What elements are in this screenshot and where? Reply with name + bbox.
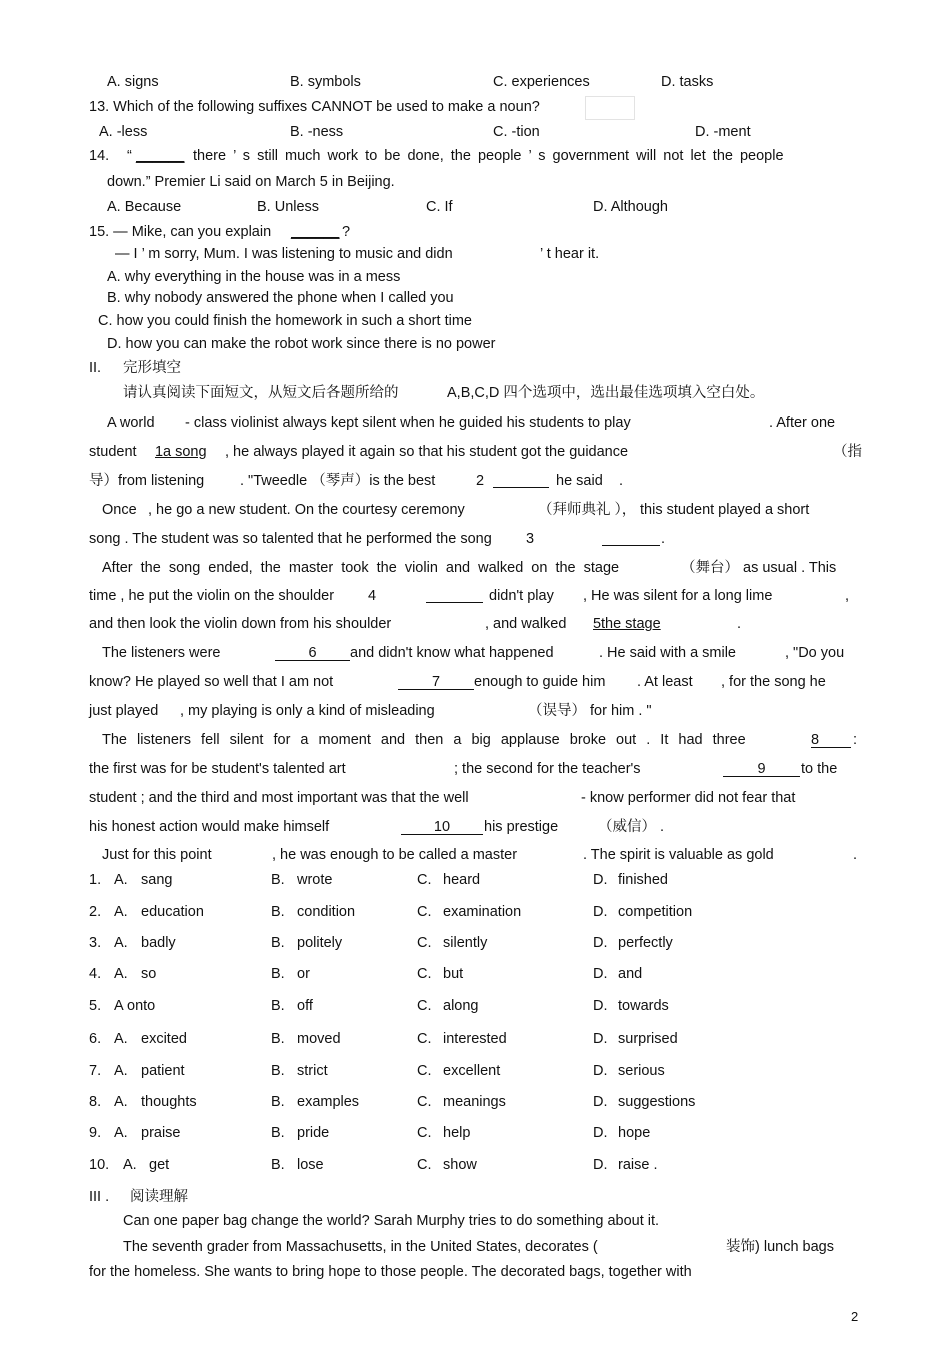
option-b-text: moved bbox=[297, 1031, 341, 1047]
cloze-option-row bbox=[89, 997, 869, 1017]
cloze-option-row bbox=[89, 1156, 869, 1176]
q14-option-a: A. Because bbox=[107, 199, 182, 215]
option-number: 10. bbox=[89, 1157, 110, 1173]
q15-stem-end: ? bbox=[342, 224, 351, 240]
passage-text: know? He played so well that I am not bbox=[89, 674, 334, 690]
cloze-option-row bbox=[89, 871, 869, 891]
option-a-letter: A. bbox=[114, 935, 128, 951]
option-d-letter: D. bbox=[593, 935, 608, 951]
option-a-letter: A. bbox=[114, 1031, 128, 1047]
option-d-text: and bbox=[618, 966, 643, 982]
q15-stem-start: 15. — Mike, can you explain bbox=[89, 224, 272, 240]
option-c-letter: C. bbox=[417, 1157, 432, 1173]
option-b-letter: B. bbox=[271, 1063, 285, 1079]
option-number: 6. bbox=[89, 1031, 102, 1047]
option-d-letter: D. bbox=[593, 1063, 608, 1079]
passage-text: . bbox=[737, 616, 742, 632]
section2-number: II. bbox=[89, 360, 102, 376]
passage-text: （舞台） as usual . This bbox=[681, 560, 837, 576]
blank-2-line bbox=[493, 472, 549, 488]
option-a-letter: A. bbox=[123, 1157, 137, 1173]
option-a-letter: A. bbox=[114, 966, 128, 982]
passage-text: his honest action would make himself bbox=[89, 819, 330, 835]
section2-title: 完形填空 bbox=[123, 360, 181, 376]
option-d-text: raise . bbox=[618, 1157, 658, 1173]
passage-text: song . The student was so talented that he performed the song bbox=[89, 531, 492, 547]
q15-blank: ______ bbox=[291, 224, 340, 240]
option-b-text: politely bbox=[297, 935, 343, 951]
option-b-text: off bbox=[297, 998, 313, 1014]
option-c-text: meanings bbox=[443, 1094, 506, 1110]
option-d-text: competition bbox=[618, 904, 693, 920]
passage-text: , "Do you bbox=[785, 645, 845, 661]
passage-text: student bbox=[89, 444, 137, 460]
option-d-text: serious bbox=[618, 1063, 665, 1079]
passage-text: . After one bbox=[769, 415, 836, 431]
option-c-text: show bbox=[443, 1157, 477, 1173]
passage-text: . "Tweedle （琴声）is the best bbox=[240, 473, 436, 489]
passage-text: , he always played it again so that his student got the guidance bbox=[225, 444, 629, 460]
option-a-text: education bbox=[141, 904, 204, 920]
option-d-letter: D. bbox=[593, 1125, 608, 1141]
blank-6: 6 bbox=[275, 644, 350, 661]
q14-blank: ______ bbox=[136, 148, 185, 164]
option-c-letter: C. bbox=[417, 1031, 432, 1047]
option-d-letter: D. bbox=[593, 872, 608, 888]
passage-text: a song bbox=[163, 444, 207, 460]
passage-text: , bbox=[845, 588, 850, 604]
blank-4-line bbox=[426, 587, 483, 603]
passage-text: : bbox=[853, 732, 858, 748]
section3-title: 阅读理解 bbox=[130, 1189, 188, 1205]
passage-text: the stage bbox=[601, 616, 661, 632]
option-number: 3. bbox=[89, 935, 102, 951]
passage-text: Once bbox=[102, 502, 137, 518]
page-number: 2 bbox=[851, 1309, 859, 1324]
option-c-text: excellent bbox=[443, 1063, 501, 1079]
option-number: 7. bbox=[89, 1063, 102, 1079]
passage-text: this student played a short bbox=[640, 502, 810, 518]
passage-text: enough to guide him bbox=[474, 674, 606, 690]
option-d-text: hope bbox=[618, 1125, 651, 1141]
passage-text: time , he put the violin on the shoulder bbox=[89, 588, 335, 604]
option-b-letter: B. bbox=[271, 998, 285, 1014]
q13-option-b: B. -ness bbox=[290, 124, 344, 140]
passage-text: The listeners fell silent for a moment and then a big applause broke out . It had three bbox=[102, 732, 746, 748]
option-b-letter: B. bbox=[271, 935, 285, 951]
blank-7: 7 bbox=[398, 673, 474, 690]
option-c-letter: C. bbox=[417, 966, 432, 982]
passage-text: , and walked bbox=[485, 616, 567, 632]
option-c-letter: C. bbox=[417, 1063, 432, 1079]
empty-box bbox=[585, 96, 635, 120]
passage-text: student ; and the third and most important was that the well bbox=[89, 790, 469, 806]
option-b-letter: B. bbox=[271, 966, 285, 982]
passage-text: didn't play bbox=[489, 588, 554, 604]
passage-text: - class violinist always kept silent when he guided his students to play bbox=[185, 415, 631, 431]
passage-text: . He said with a smile bbox=[599, 645, 736, 661]
blank-5: 5 bbox=[593, 616, 602, 632]
q15-reply-start: — I ’ m sorry, Mum. I was listening to music and didn bbox=[115, 246, 453, 262]
blank-8: 8 bbox=[811, 731, 851, 748]
option-number: 1. bbox=[89, 872, 102, 888]
option-a-letter: A. bbox=[114, 1063, 128, 1079]
passage-text: （误导） for him . " bbox=[528, 703, 652, 719]
passage-text: . bbox=[619, 473, 624, 489]
option-c-text: help bbox=[443, 1125, 471, 1141]
passage-text: . bbox=[661, 531, 666, 547]
option-a-text: thoughts bbox=[141, 1094, 197, 1110]
passage-text: The listeners were bbox=[102, 645, 221, 661]
option-b-text: wrote bbox=[297, 872, 333, 888]
option-d-text: finished bbox=[618, 872, 668, 888]
option-c-letter: C. bbox=[417, 998, 432, 1014]
option-b-text: examples bbox=[297, 1094, 360, 1110]
option-d-text: perfectly bbox=[618, 935, 673, 951]
passage-text: to the bbox=[801, 761, 838, 777]
q14-option-b: B. Unless bbox=[257, 199, 320, 215]
passage-text: , he was enough to be called a master bbox=[272, 847, 518, 863]
q13-option-d: D. -ment bbox=[695, 124, 751, 140]
cloze-option-row bbox=[89, 1124, 869, 1144]
q14-number: 14. bbox=[89, 148, 110, 164]
option-c-letter: C. bbox=[417, 1125, 432, 1141]
option-a-letter: A. bbox=[114, 872, 128, 888]
q14-open-quote: “ bbox=[127, 148, 132, 164]
cloze-option-row bbox=[89, 1030, 869, 1050]
option-d-letter: D. bbox=[593, 1157, 608, 1173]
option-c-text: along bbox=[443, 998, 479, 1014]
option-d-letter: D. bbox=[593, 966, 608, 982]
option-a-text: praise bbox=[141, 1125, 181, 1141]
passage-text: A world bbox=[107, 415, 155, 431]
blank-2: 2 bbox=[476, 473, 485, 489]
passage-text: and didn't know what happened bbox=[350, 645, 554, 661]
reading-text: 装饰) lunch bags bbox=[726, 1239, 834, 1255]
passage-text: ; the second for the teacher's bbox=[454, 761, 641, 777]
passage-text: Just for this point bbox=[102, 847, 212, 863]
option-a-text: sang bbox=[141, 872, 173, 888]
passage-text: he said bbox=[556, 473, 603, 489]
q15-option-b: B. why nobody answered the phone when I called you bbox=[107, 290, 454, 306]
passage-text: , he go a new student. On the courtesy ceremony bbox=[148, 502, 465, 518]
passage-text: . bbox=[853, 847, 858, 863]
option-a-text: get bbox=[149, 1157, 170, 1173]
passage-text: his prestige bbox=[484, 819, 559, 835]
reading-text: The seventh grader from Massachusetts, in the United States, decorates ( bbox=[123, 1239, 598, 1255]
q12-option-c: C. experiences bbox=[493, 74, 590, 90]
q12-option-b: B. symbols bbox=[290, 74, 361, 90]
reading-text: Can one paper bag change the world? Sarah Murphy tries to do something about it. bbox=[123, 1213, 660, 1229]
option-b-letter: B. bbox=[271, 1157, 285, 1173]
q15-reply-end: ’ t hear it. bbox=[540, 246, 600, 262]
q12-option-a: A. signs bbox=[107, 74, 159, 90]
q13-stem: 13. Which of the following suffixes CANNOT be used to make a noun? bbox=[89, 99, 540, 115]
option-number: 8. bbox=[89, 1094, 102, 1110]
passage-text: , He was silent for a long lime bbox=[583, 588, 773, 604]
option-a-text: patient bbox=[141, 1063, 185, 1079]
option-number: 2. bbox=[89, 904, 102, 920]
passage-text: the first was for be student's talented art bbox=[89, 761, 346, 777]
option-a-letter: A. bbox=[114, 1125, 128, 1141]
q15-option-c: C. how you could finish the homework in such a short time bbox=[98, 313, 472, 329]
option-d-letter: D. bbox=[593, 904, 608, 920]
option-c-text: but bbox=[443, 966, 464, 982]
option-b-text: lose bbox=[297, 1157, 324, 1173]
q14-stem-line1: there ’ s still much work to be done, the people ’ s government will not let the people bbox=[193, 148, 784, 164]
q15-option-a: A. why everything in the house was in a mess bbox=[107, 269, 401, 285]
option-number: 4. bbox=[89, 966, 102, 982]
q13-option-c: C. -tion bbox=[493, 124, 540, 140]
option-d-text: surprised bbox=[618, 1031, 678, 1047]
q12-option-d: D. tasks bbox=[661, 74, 714, 90]
q15-option-d: D. how you can make the robot work since there is no power bbox=[107, 336, 496, 352]
option-b-text: strict bbox=[297, 1063, 328, 1079]
passage-text: just played bbox=[89, 703, 159, 719]
passage-text: （指 bbox=[833, 444, 862, 460]
section3-number: III . bbox=[89, 1189, 110, 1205]
passage-text: , my playing is only a kind of misleading bbox=[180, 703, 435, 719]
passage-text: After the song ended, the master took the violin and walked on the stage bbox=[102, 560, 620, 576]
option-d-text: towards bbox=[618, 998, 669, 1014]
option-b-text: or bbox=[297, 966, 310, 982]
option-a-text: excited bbox=[141, 1031, 187, 1047]
option-a-letter: A bbox=[114, 998, 124, 1014]
option-c-letter: C. bbox=[417, 904, 432, 920]
blank-1: 1 bbox=[155, 444, 164, 460]
passage-text: . The spirit is valuable as gold bbox=[583, 847, 774, 863]
option-d-letter: D. bbox=[593, 998, 608, 1014]
option-number: 9. bbox=[89, 1125, 102, 1141]
option-b-text: condition bbox=[297, 904, 356, 920]
option-a-letter: A. bbox=[114, 904, 128, 920]
passage-text: and then look the violin down from his shoulder bbox=[89, 616, 392, 632]
option-d-letter: D. bbox=[593, 1031, 608, 1047]
passage-text: . At least bbox=[637, 674, 693, 690]
section2-instruction: 请认真阅读下面短文，从短文后各题所给的 bbox=[123, 385, 399, 401]
q13-option-a: A. -less bbox=[99, 124, 148, 140]
passage-text: , for the song he bbox=[721, 674, 826, 690]
option-c-letter: C. bbox=[417, 1094, 432, 1110]
blank-3-line bbox=[602, 530, 660, 546]
passage-text: （拜师典礼 ）， bbox=[538, 502, 637, 518]
option-c-text: heard bbox=[443, 872, 481, 888]
passage-text: - know performer did not fear that bbox=[581, 790, 796, 806]
section2-instruction-cont: A,B,C,D 四个选项中，选出最佳选项填入空白处。 bbox=[447, 385, 765, 401]
option-b-letter: B. bbox=[271, 872, 285, 888]
passage-text: （威信） . bbox=[598, 819, 665, 835]
option-a-text: badly bbox=[141, 935, 176, 951]
option-a-text: so bbox=[141, 966, 157, 982]
option-b-letter: B. bbox=[271, 904, 285, 920]
q14-option-d: D. Although bbox=[593, 199, 668, 215]
reading-text: for the homeless. She wants to bring hope to those people. The decorated bags, together with bbox=[89, 1264, 692, 1280]
option-b-letter: B. bbox=[271, 1094, 285, 1110]
passage-text: 导）from listening bbox=[89, 473, 205, 489]
option-b-letter: B. bbox=[271, 1031, 285, 1047]
cloze-option-row bbox=[89, 934, 869, 954]
option-b-text: pride bbox=[297, 1125, 330, 1141]
q14-stem-line2: down.” Premier Li said on March 5 in Beijing. bbox=[107, 174, 395, 190]
option-a-letter: A. bbox=[114, 1094, 128, 1110]
option-d-letter: D. bbox=[593, 1094, 608, 1110]
blank-3: 3 bbox=[526, 531, 535, 547]
blank-10: 10 bbox=[401, 818, 483, 835]
option-c-letter: C. bbox=[417, 872, 432, 888]
option-a-text: onto bbox=[127, 998, 156, 1014]
cloze-option-row bbox=[89, 1093, 869, 1113]
q14-option-c: C. If bbox=[426, 199, 453, 215]
option-c-letter: C. bbox=[417, 935, 432, 951]
option-c-text: examination bbox=[443, 904, 522, 920]
blank-9: 9 bbox=[723, 760, 800, 777]
blank-4: 4 bbox=[368, 588, 377, 604]
option-b-letter: B. bbox=[271, 1125, 285, 1141]
option-c-text: silently bbox=[443, 935, 488, 951]
cloze-option-row bbox=[89, 965, 869, 985]
cloze-option-row bbox=[89, 1062, 869, 1082]
option-number: 5. bbox=[89, 998, 102, 1014]
option-c-text: interested bbox=[443, 1031, 507, 1047]
option-d-text: suggestions bbox=[618, 1094, 696, 1110]
cloze-option-row bbox=[89, 903, 869, 923]
